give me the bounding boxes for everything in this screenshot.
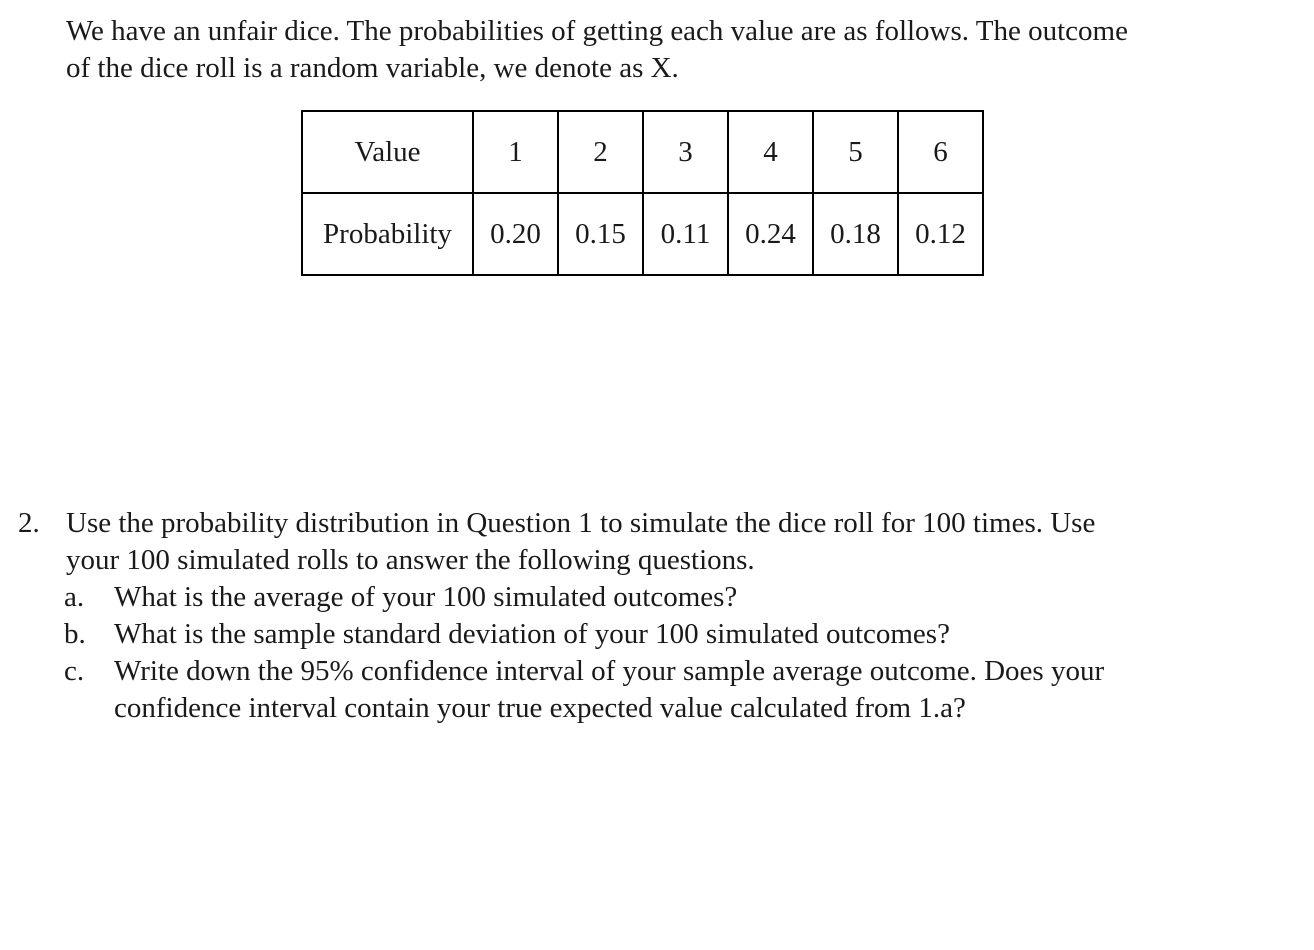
intro-line-2: of the dice roll is a random variable, we denote as X.	[66, 52, 679, 84]
question-2-stem	[18, 505, 1288, 579]
probability-cell: 0.18	[813, 193, 898, 275]
probability-row-header: Probability	[302, 193, 473, 275]
probability-row	[302, 193, 983, 275]
subquestion-b-line-1: What is the sample standard deviation of your 100 simulated outcomes?	[114, 618, 950, 650]
question-2-text	[66, 505, 1095, 579]
subquestion-b	[64, 616, 1288, 653]
subquestion-text	[114, 653, 1104, 727]
subquestion-a	[64, 579, 1288, 616]
probability-cell: 0.24	[728, 193, 813, 275]
value-cell: 6	[898, 111, 983, 193]
probability-cell: 0.15	[558, 193, 643, 275]
question-2-line-1: Use the probability distribution in Question 1 to simulate the dice roll for 100 times. Use	[66, 507, 1096, 539]
question-number: 2.	[18, 507, 40, 539]
probability-cell: 0.11	[643, 193, 728, 275]
subquestion-letter: b.	[64, 618, 86, 650]
subquestion-c-line-1: Write down the 95% confidence interval of your sample average outcome. Does your	[114, 655, 1105, 687]
subquestion-letter: c.	[64, 655, 85, 687]
value-cell: 2	[558, 111, 643, 193]
subquestion-text	[114, 616, 950, 653]
subquestion-text	[114, 579, 737, 616]
value-cell: 1	[473, 111, 558, 193]
subquestion-letter: a.	[64, 581, 85, 613]
question-2-line-2: your 100 simulated rolls to answer the following questions.	[66, 544, 755, 576]
probability-table	[301, 110, 984, 276]
value-row-header: Value	[302, 111, 473, 193]
value-cell: 4	[728, 111, 813, 193]
value-cell: 5	[813, 111, 898, 193]
value-cell: 3	[643, 111, 728, 193]
intro-paragraph	[66, 13, 1266, 87]
subquestion-c	[64, 653, 1288, 727]
subquestion-list	[64, 579, 1288, 727]
intro-line-1: We have an unfair dice. The probabilities of getting each value are as follows. The outcome	[66, 15, 1128, 47]
value-row	[302, 111, 983, 193]
subquestion-a-line-1: What is the average of your 100 simulated outcomes?	[114, 581, 738, 613]
question-2	[18, 505, 1288, 727]
probability-cell: 0.20	[473, 193, 558, 275]
subquestion-c-line-2: confidence interval contain your true expected value calculated from 1.a?	[114, 692, 966, 724]
probability-cell: 0.12	[898, 193, 983, 275]
